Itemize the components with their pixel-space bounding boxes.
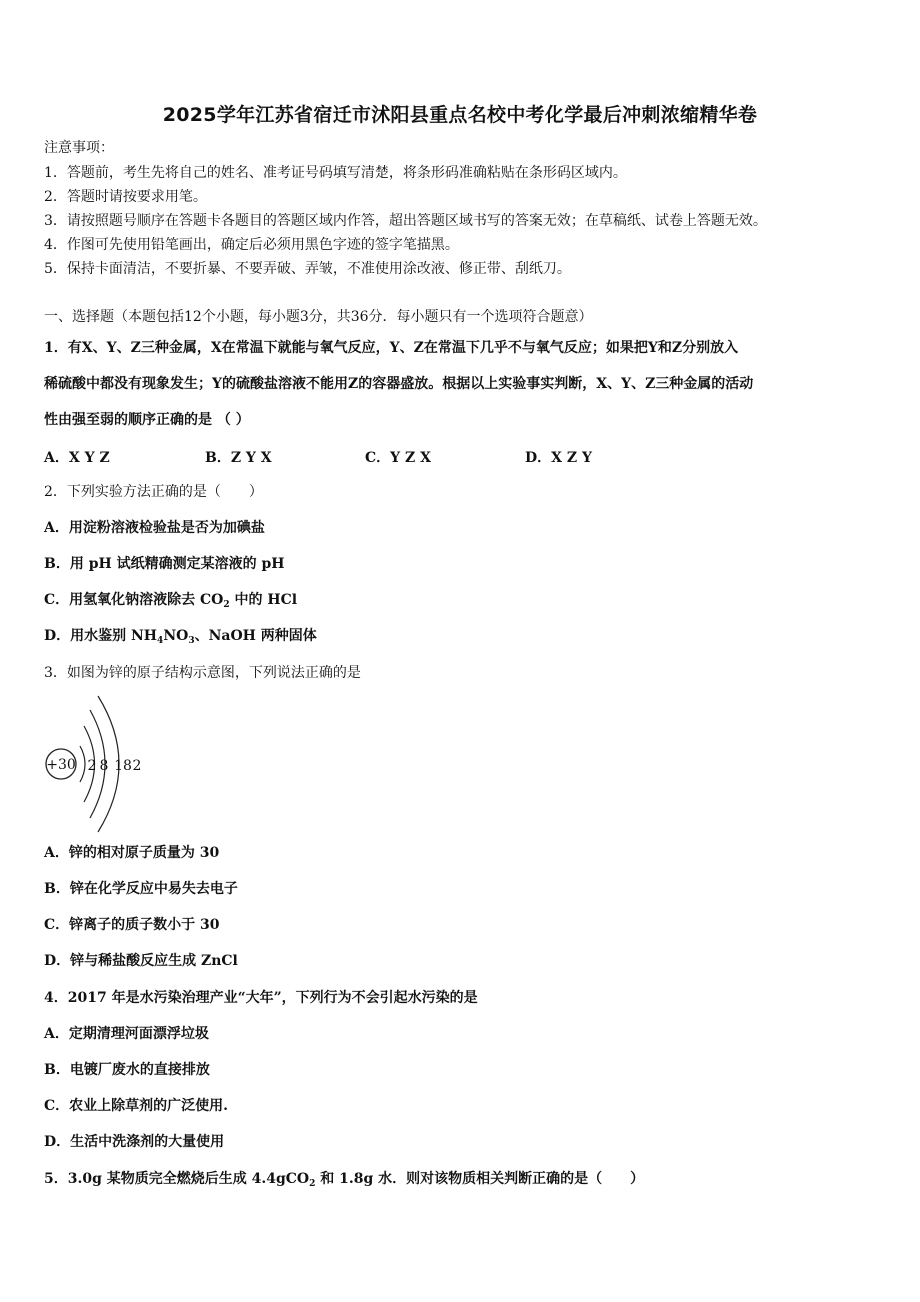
notice-item: 1．答题前，考生先将自己的姓名、准考证号码填写清楚，将条形码准确粘贴在条形码区域内。 xyxy=(44,165,627,181)
shell-electron-count: 18 xyxy=(114,758,132,774)
q2-option-d-text: D．用水鉴别 NH xyxy=(44,628,158,644)
q1-option-b: B．Z Y X xyxy=(205,450,272,466)
notice-item: 2．答题时请按要求用笔。 xyxy=(44,189,207,205)
q4-stem: 4．2017 年是水污染治理产业“大年”，下列行为不会引起水污染的是 xyxy=(44,990,478,1006)
q1-option-c: C．Y Z X xyxy=(365,450,431,466)
q2-option-c-text: C．用氢氧化钠溶液除去 CO xyxy=(44,592,224,608)
q4-option-c: C．农业上除草剂的广泛使用. xyxy=(44,1098,229,1114)
q3-option-a: A．锌的相对原子质量为 30 xyxy=(44,845,220,861)
q1-stem-line: 稀硫酸中都没有现象发生；Y的硫酸盐溶液不能用Z的容器盛放。根据以上实验事实判断，X、Y、Z三种金属的活动 xyxy=(44,376,754,392)
q2-option-c xyxy=(44,590,297,615)
shell-electron-count: 8 xyxy=(99,758,109,774)
q1-stem-line: 1．有X、Y、Z三种金属，X在常温下就能与氧气反应，Y、Z在常温下几乎不与氧气反应；如果把Y和Z分别放入 xyxy=(44,340,739,356)
page-title: 2025学年江苏省宿迁市沭阳县重点名校中考化学最后冲刺浓缩精华卷 xyxy=(162,104,758,126)
atom-structure-diagram xyxy=(40,690,160,835)
q2-stem: 2．下列实验方法正确的是（ ） xyxy=(44,484,263,500)
subscript: 2 xyxy=(309,1179,316,1189)
q2-option-a: A．用淀粉溶液检验盐是否为加碘盐 xyxy=(44,520,265,536)
q5-stem xyxy=(44,1169,644,1194)
subscript: 3 xyxy=(188,636,195,646)
notice-heading: 注意事项： xyxy=(44,140,114,156)
q2-option-d-text-3: 、NaOH 两种固体 xyxy=(194,628,317,644)
electron-shell-arc xyxy=(80,746,85,782)
notice-item: 5．保持卡面清洁，不要折暴、不要弄破、弄皱，不准使用涂改液、修正带、刮纸刀。 xyxy=(44,261,571,277)
subscript: 4 xyxy=(157,636,164,646)
q1-option-d: D．X Z Y xyxy=(525,450,592,466)
q4-option-d: D．生活中洗涤剂的大量使用 xyxy=(44,1134,225,1150)
q2-option-d xyxy=(44,626,317,651)
section-heading: 一、选择题（本题包括12个小题，每小题3分，共36分．每小题只有一个选项符合题意） xyxy=(44,309,593,325)
q1-option-a: A．X Y Z xyxy=(44,450,110,466)
notice-item: 3．请按照题号顺序在答题卡各题目的答题区域内作答，超出答题区域书写的答案无效；在草稿纸、试卷上答题无效。 xyxy=(44,213,767,229)
subscript: 2 xyxy=(223,600,230,610)
q3-option-d: D．锌与稀盐酸反应生成 ZnCl xyxy=(44,953,238,969)
notice-item: 4．作图可先使用铅笔画出，确定后必须用黑色字迹的签字笔描黑。 xyxy=(44,237,459,253)
shell-electron-count: 2 xyxy=(87,758,97,774)
q2-option-b: B．用 pH 试纸精确测定某溶液的 pH xyxy=(44,556,285,572)
q2-option-c-text-2: 中的 HCl xyxy=(229,592,298,608)
q3-option-b: B．锌在化学反应中易失去电子 xyxy=(44,881,238,897)
q5-stem-text-2: 和 1.8g 水．则对该物质相关判断正确的是（ ） xyxy=(315,1171,645,1187)
q5-stem-text: 5．3.0g 某物质完全燃烧后生成 4.4gCO xyxy=(44,1171,310,1187)
q4-option-b: B．电镀厂废水的直接排放 xyxy=(44,1062,210,1078)
shell-electron-count: 2 xyxy=(132,758,142,774)
q3-option-c: C．锌离子的质子数小于 30 xyxy=(44,917,220,933)
q2-option-d-text-2: NO xyxy=(163,628,189,644)
q4-option-a: A．定期清理河面漂浮垃圾 xyxy=(44,1026,209,1042)
q3-stem: 3．如图为锌的原子结构示意图，下列说法正确的是 xyxy=(44,665,361,681)
nucleus-charge: +30 xyxy=(46,757,76,773)
q1-stem-line: 性由强至弱的顺序正确的是 （ ） xyxy=(44,412,250,428)
